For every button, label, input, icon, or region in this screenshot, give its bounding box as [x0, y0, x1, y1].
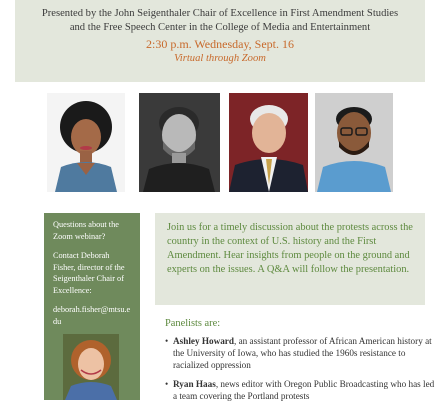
event-header	[15, 0, 425, 82]
bullet-icon: •	[165, 336, 169, 346]
presenter-line-1: Presented by the John Seigenthaler Chair of Excellence in First Amendment Studies	[41, 8, 399, 19]
panelist-description: , an assistant professor of African American history at the University of Iowa, who has studied the 1960s resistance to racialized oppression	[173, 336, 432, 370]
sidebar-contact: Contact Deborah Fisher, director of the Seigenthaler Chair of Excellence:	[53, 251, 125, 295]
list-item	[165, 378, 435, 402]
sidebar-question: Questions about the Zoom webinar?	[53, 220, 119, 241]
contact-photo	[63, 334, 119, 400]
panelist-list	[165, 335, 435, 409]
panelists-heading: Panelists are:	[165, 318, 221, 329]
event-location: Virtual through Zoom	[174, 53, 266, 64]
contact-sidebar	[44, 213, 140, 400]
panelist-photo-1	[47, 93, 125, 192]
intro-box	[155, 213, 425, 305]
panelist-photo-4	[315, 93, 393, 192]
panelist-description: , news editor with Oregon Public Broadcasting who has led a team covering the Portland protests	[173, 379, 435, 401]
panelist-name: Ashley Howard	[173, 336, 234, 346]
panelist-photo-2	[139, 93, 220, 192]
intro-text: Join us for a timely discussion about the protests across the country in the context of U.S. history and the First Amendment. Hear insights from people on the ground and experts on the issues. A Q&A will follow the presentation.	[167, 222, 413, 275]
panelist-photo-3	[229, 93, 308, 192]
list-item	[165, 335, 435, 371]
bullet-icon: •	[165, 379, 169, 389]
contact-email[interactable]: deborah.fisher@mtsu.edu	[53, 305, 131, 326]
event-time: 2:30 p.m. Wednesday, Sept. 16	[145, 37, 295, 51]
panelist-name: Ryan Haas	[173, 379, 216, 389]
presenter-line-2: and the Free Speech Center in the College of Media and Entertainment	[69, 22, 371, 33]
